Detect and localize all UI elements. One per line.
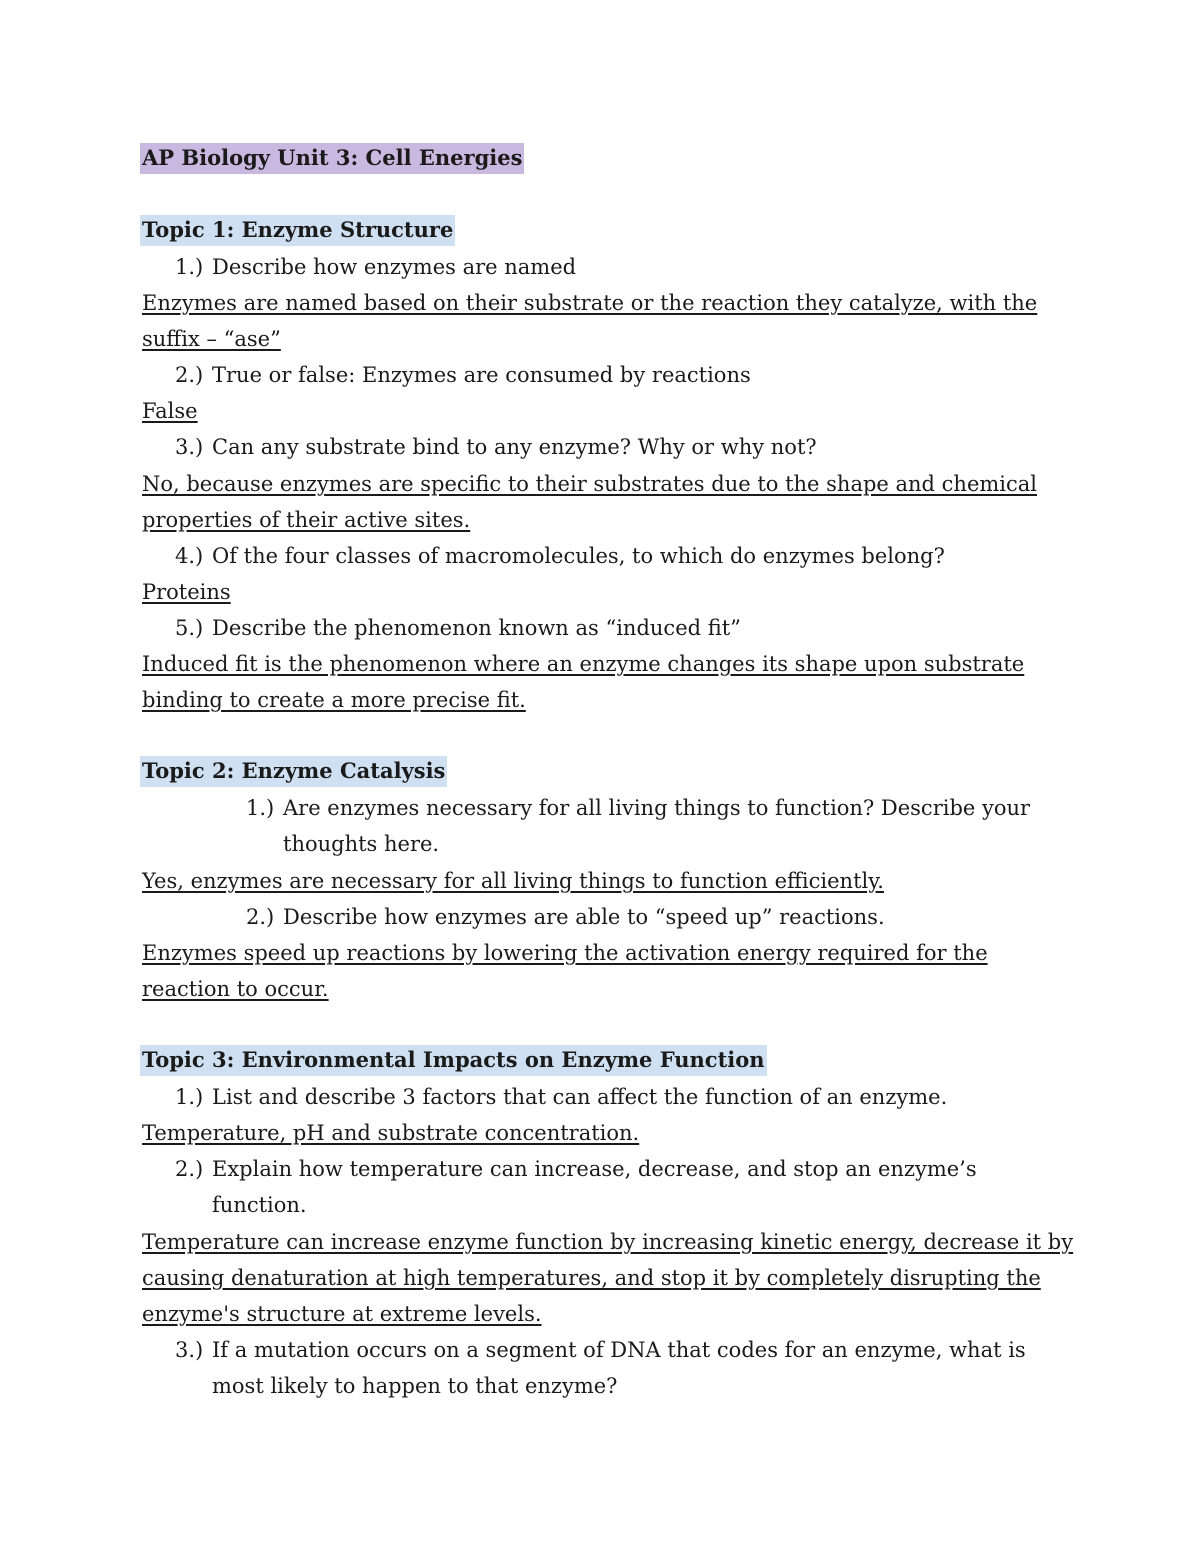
question-number: 1.)	[246, 796, 275, 820]
topic2-question-1-line2: thoughts here.	[283, 832, 440, 856]
question-number: 1.)	[175, 255, 204, 279]
topic1-answer-2: False	[142, 399, 198, 423]
topic3-answer-1: Temperature, pH and substrate concentration.	[142, 1121, 640, 1145]
topic1-answer-3-line1: No, because enzymes are specific to their substrates due to the shape and chemical	[142, 472, 1038, 496]
topic2-answer-2-line2: reaction to occur.	[142, 977, 329, 1001]
question-number: 5.)	[175, 616, 204, 640]
topic3-question-2-line2: function.	[212, 1193, 307, 1217]
document-title-line	[142, 143, 524, 173]
topic3-question-1: List and describe 3 factors that can affect the function of an enzyme.	[212, 1085, 948, 1109]
topic1-answer-1-line1: Enzymes are named based on their substrate or the reaction they catalyze, with the	[142, 291, 1038, 315]
topic1-answer-3-line2: properties of their active sites.	[142, 508, 471, 532]
topic1-question-5: Describe the phenomenon known as “induced fit”	[212, 616, 741, 640]
topic1-heading: Topic 1: Enzyme Structure	[140, 215, 455, 246]
topic1-answer-1-line2: suffix – “ase”	[142, 327, 281, 351]
topic1-answer-4: Proteins	[142, 580, 231, 604]
topic1-answer-5-line1: Induced fit is the phenomenon where an enzyme changes its shape upon substrate	[142, 652, 1025, 676]
topic2-heading-line	[142, 756, 447, 786]
topic1-question-2: True or false: Enzymes are consumed by reactions	[212, 363, 751, 387]
topic2-question-2: Describe how enzymes are able to “speed up” reactions.	[283, 905, 885, 929]
question-number: 2.)	[175, 363, 204, 387]
topic3-question-3-line1: If a mutation occurs on a segment of DNA that codes for an enzyme, what is	[212, 1338, 1026, 1362]
question-number: 4.)	[175, 544, 204, 568]
topic2-question-1-line1: Are enzymes necessary for all living things to function? Describe your	[283, 796, 1031, 820]
question-number: 1.)	[175, 1085, 204, 1109]
topic3-answer-2-line1: Temperature can increase enzyme function by increasing kinetic energy, decrease it by	[142, 1230, 1074, 1254]
topic3-question-2-line1: Explain how temperature can increase, decrease, and stop an enzyme’s	[212, 1157, 977, 1181]
topic1-answer-5-line2: binding to create a more precise fit.	[142, 688, 526, 712]
question-number: 2.)	[175, 1157, 204, 1181]
question-number: 3.)	[175, 435, 204, 459]
topic1-heading-line	[142, 215, 455, 245]
topic3-heading-line	[142, 1045, 767, 1075]
topic3-question-3-line2: most likely to happen to that enzyme?	[212, 1374, 618, 1398]
topic1-question-3: Can any substrate bind to any enzyme? Why or why not?	[212, 435, 817, 459]
question-number: 3.)	[175, 1338, 204, 1362]
topic2-answer-1: Yes, enzymes are necessary for all living things to function efficiently.	[142, 869, 884, 893]
topic3-answer-2-line3: enzyme's structure at extreme levels.	[142, 1302, 542, 1326]
topic1-question-4: Of the four classes of macromolecules, to which do enzymes belong?	[212, 544, 945, 568]
topic3-heading: Topic 3: Environmental Impacts on Enzyme Function	[140, 1045, 767, 1076]
topic1-question-1: Describe how enzymes are named	[212, 255, 577, 279]
question-number: 2.)	[246, 905, 275, 929]
document-title: AP Biology Unit 3: Cell Energies	[140, 143, 524, 174]
topic3-answer-2-line2: causing denaturation at high temperatures, and stop it by completely disrupting the	[142, 1266, 1041, 1290]
topic2-heading: Topic 2: Enzyme Catalysis	[140, 756, 447, 787]
topic2-answer-2-line1: Enzymes speed up reactions by lowering the activation energy required for the	[142, 941, 988, 965]
